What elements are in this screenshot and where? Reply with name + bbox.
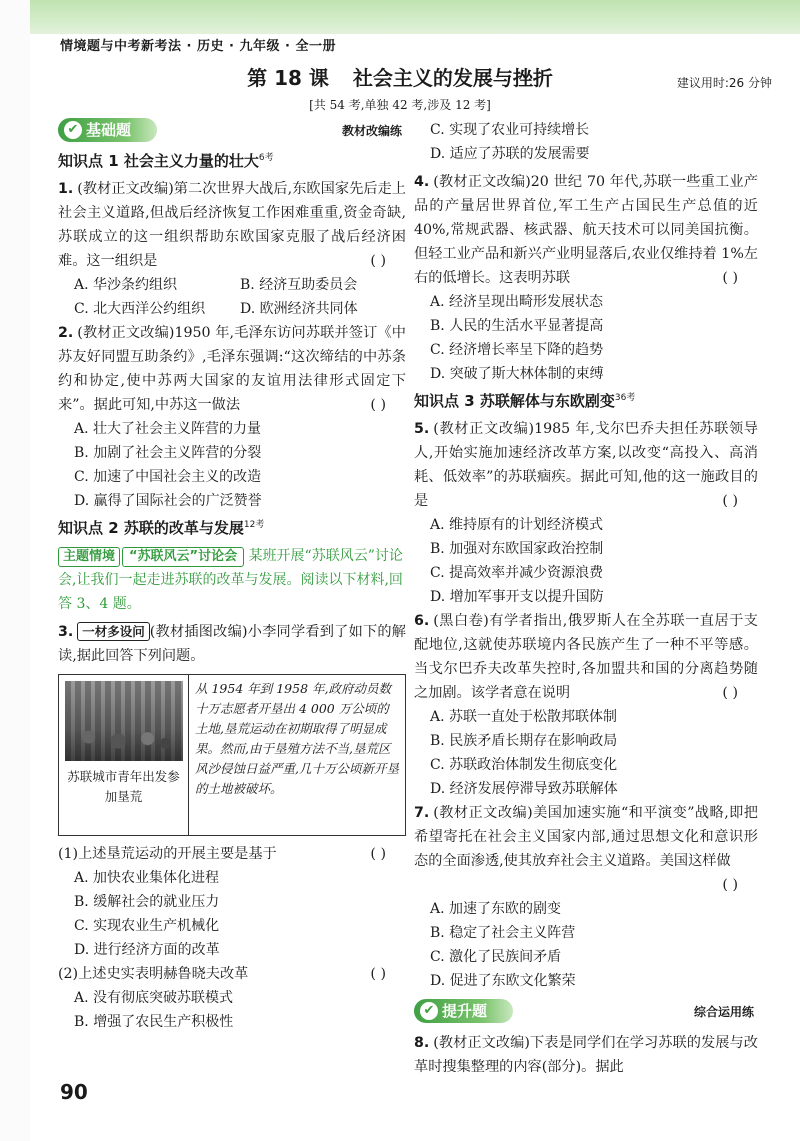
q7-option-a[interactable]: A. 加速了东欧的剧变 (430, 901, 562, 917)
theme-context (58, 544, 406, 616)
q1-option-c[interactable]: C. 北大西洋公约组织 (74, 301, 206, 317)
question-2 (58, 321, 406, 417)
q3-sub2-text: (2)上述史实表明赫鲁晓夫改革 (58, 966, 249, 982)
q3-s1-option-d[interactable]: D. 进行经济方面的改革 (74, 942, 220, 958)
q3-tag: 一材多设问 (77, 622, 150, 641)
q3-text: (教材插图改编)小李同学看到了如下的解读,据此回答下列问题。 (58, 624, 406, 664)
q6-option-a[interactable]: A. 苏联一直处于松散邦联体制 (430, 709, 618, 725)
q1-options-cd (58, 297, 406, 321)
advanced-label: 提升题 (442, 1002, 488, 1020)
right-column (414, 118, 758, 1079)
exam-stats: [共 54 考,单独 42 考,涉及 12 考] (309, 98, 491, 112)
q3-sub2 (58, 962, 406, 986)
q2-text: (教材正文改编)1950 年,毛泽东访问苏联并签订《中苏友好同盟互助条约》,毛泽东强调:“这次缔结的中苏条约和协定,使中苏两大国家的友谊用法律形式固定下来”。据此可知,中苏这一做法 (58, 325, 406, 413)
q5-text: (教材正文改编)1985 年,戈尔巴乔夫担任苏联领导人,开始实施加速经济改革方案,以改变“高投入、高消耗、低效率”的苏联痼疾。据此可知,他的这一施政目的是 (414, 421, 758, 509)
q3-s1-option-b[interactable]: B. 缓解社会的就业压力 (74, 894, 220, 910)
q3-sub2-paren[interactable]: ( ) (370, 966, 386, 982)
q4-option-c[interactable]: C. 经济增长率呈下降的趋势 (430, 342, 604, 358)
q1-answer-paren[interactable]: ( ) (370, 253, 386, 269)
lesson-title: 社会主义的发展与挫折 (352, 66, 553, 90)
question-8 (414, 1031, 758, 1079)
q6-option-d[interactable]: D. 经济发展停滞导致苏联解体 (430, 781, 618, 797)
question-4 (414, 170, 758, 290)
q2-option-d[interactable]: D. 赢得了国际社会的广泛赞誉 (74, 493, 262, 509)
q2-answer-paren[interactable]: ( ) (370, 397, 386, 413)
q3-s1-option-a[interactable]: A. 加快农业集体化进程 (74, 870, 220, 886)
q6-option-c[interactable]: C. 苏联政治体制发生彻底变化 (430, 757, 618, 773)
q3-s2-option-c[interactable]: C. 实现了农业可持续增长 (430, 122, 590, 138)
question-3 (58, 620, 406, 668)
suggested-time: 建议用时:26 分钟 (676, 76, 772, 90)
theme-tag: 主题情境 (58, 547, 120, 567)
advanced-pill (414, 999, 513, 1023)
q8-text: (教材正文改编)下表是同学们在学习苏联的发展与改革时搜集整理的内容(部分)。据此 (414, 1035, 758, 1075)
book-title: 情境题与中考新考法 · 历史 · 九年级 · 全一册 (60, 39, 336, 54)
question-5 (414, 417, 758, 513)
kp2-title: 知识点 2 苏联的改革与发展 (58, 519, 244, 537)
theme-topic: “苏联风云”讨论会 (122, 547, 244, 567)
q1-option-d[interactable]: D. 欧洲经济共同体 (240, 301, 358, 317)
q5-num: 5. (414, 421, 430, 437)
q5-answer-paren[interactable]: ( ) (722, 493, 738, 509)
q3-sub1-text: (1)上述垦荒运动的开展主要是基于 (58, 846, 277, 862)
q4-answer-paren[interactable]: ( ) (722, 270, 738, 286)
q5-option-d[interactable]: D. 增加军事开支以提升国防 (430, 589, 604, 605)
q3-sub1-paren[interactable]: ( ) (370, 846, 386, 862)
check-icon: ✔ (64, 121, 82, 139)
q3-s1-option-c[interactable]: C. 实现农业生产机械化 (74, 918, 220, 934)
q4-option-a[interactable]: A. 经济呈现出畸形发展状态 (430, 294, 604, 310)
lesson-number: 第 18 课 (247, 66, 329, 90)
q4-option-d[interactable]: D. 突破了斯大林体制的束缚 (430, 366, 604, 382)
q3-material (58, 674, 406, 836)
q1-option-a[interactable]: A. 华沙条约组织 (74, 277, 178, 293)
q2-num: 2. (58, 325, 74, 341)
kp1-count: 6考 (258, 153, 274, 163)
q3-s2-option-d[interactable]: D. 适应了苏联的发展需要 (430, 146, 590, 162)
q3-s2-option-a[interactable]: A. 没有彻底突破苏联模式 (74, 990, 234, 1006)
question-1 (58, 177, 406, 273)
page-number: 90 (60, 1080, 88, 1104)
q7-answer-paren[interactable]: ( ) (722, 877, 738, 893)
q5-option-a[interactable]: A. 维持原有的计划经济模式 (430, 517, 604, 533)
q2-option-b[interactable]: B. 加剧了社会主义阵营的分裂 (74, 445, 262, 461)
q1-option-b[interactable]: B. 经济互助委员会 (240, 277, 358, 293)
knowledge-point-3 (414, 390, 758, 411)
q8-num: 8. (414, 1035, 430, 1051)
q7-option-c[interactable]: C. 激化了民族间矛盾 (430, 949, 562, 965)
q6-answer-paren[interactable]: ( ) (722, 685, 738, 701)
photo-caption: 苏联城市青年出发参加垦荒 (67, 769, 180, 804)
check-icon: ✔ (420, 1002, 438, 1020)
kp1-title: 知识点 1 社会主义力量的壮大 (58, 152, 259, 170)
kp3-title: 知识点 3 苏联解体与东欧剧变 (414, 392, 615, 410)
basic-pill (58, 118, 157, 142)
knowledge-point-2 (58, 517, 406, 538)
q4-option-b[interactable]: B. 人民的生活水平显著提高 (430, 318, 604, 334)
q1-num: 1. (58, 181, 74, 197)
advanced-banner (414, 999, 758, 1025)
q7-option-b[interactable]: B. 稳定了社会主义阵营 (430, 925, 576, 941)
q6-text: (黑白卷)有学者指出,俄罗斯人在全苏联一直居于支配地位,这就使苏联境内各民族产生了一种不平等感。当戈尔巴乔夫改革失控时,各加盟共和国的分离趋势随之加剧。该学者意在说明 (414, 613, 758, 701)
q7-option-d[interactable]: D. 促进了东欧文化繁荣 (430, 973, 576, 989)
q5-option-c[interactable]: C. 提高效率并减少资源浪费 (430, 565, 604, 581)
q7-text: (教材正文改编)美国加速实施“和平演变”战略,即把希望寄托在社会主义国家内部,通过思想文化和意识形态的全面渗透,使其放弃社会主义道路。美国这样做 (414, 805, 758, 869)
q4-num: 4. (414, 174, 430, 190)
basic-banner (58, 118, 406, 144)
q3-material-text: 从 1954 年到 1958 年,政府动员数十万志愿者开垦出 4 000 万公顷的土地,垦荒运动在初期取得了明显成果。然而,由于垦殖方法不当,垦荒区风沙侵蚀日益严重,几十万公顷新开垦的土地被破坏。 (195, 681, 399, 796)
q3-s2-option-b[interactable]: B. 增强了农民生产积极性 (74, 1014, 234, 1030)
left-column (58, 118, 406, 1034)
q1-text: (教材正文改编)第二次世界大战后,东欧国家先后走上社会主义道路,但战后经济恢复工作困难重重,资金奇缺,苏联成立的这一组织帮助东欧国家克服了战后经济困难。这一组织是 (58, 181, 406, 269)
q5-option-b[interactable]: B. 加强对东欧国家政治控制 (430, 541, 604, 557)
knowledge-point-1 (58, 150, 406, 171)
basic-tag: 教材改编练 (341, 124, 402, 138)
q2-option-a[interactable]: A. 壮大了社会主义阵营的力量 (74, 421, 262, 437)
header-band (30, 0, 800, 34)
advanced-tag: 综合运用练 (693, 1005, 754, 1019)
q6-option-b[interactable]: B. 民族矛盾长期存在影响政局 (430, 733, 618, 749)
question-7 (414, 801, 758, 893)
kp3-count: 36考 (614, 393, 636, 403)
q7-num: 7. (414, 805, 430, 821)
question-6 (414, 609, 758, 705)
theme-text: 某班开展“苏联风云”讨论会,让我们一起走进苏联的改革与发展。阅读以下材料,回答 3、4 题。 (58, 548, 403, 612)
q1-options-ab (58, 273, 406, 297)
q4-text: (教材正文改编)20 世纪 70 年代,苏联一些重工业产品的产量居世界首位,军工生产占国民生产总值的近 40%,常规武器、核武器、航天技术可以同美国抗衡。但轻工业产品和新兴产业明显落后,农业仅维持着 1%左右的低增长。这表明苏联 (414, 174, 758, 286)
page-margin (0, 0, 30, 1141)
q3-sub1 (58, 842, 406, 866)
kp2-count: 12考 (243, 520, 265, 530)
q3-image-panel (59, 675, 189, 835)
q6-num: 6. (414, 613, 430, 629)
basic-label: 基础题 (86, 121, 132, 139)
youth-photo (65, 681, 183, 761)
q3-num: 3. (58, 624, 74, 640)
q2-option-c[interactable]: C. 加速了中国社会主义的改造 (74, 469, 262, 485)
